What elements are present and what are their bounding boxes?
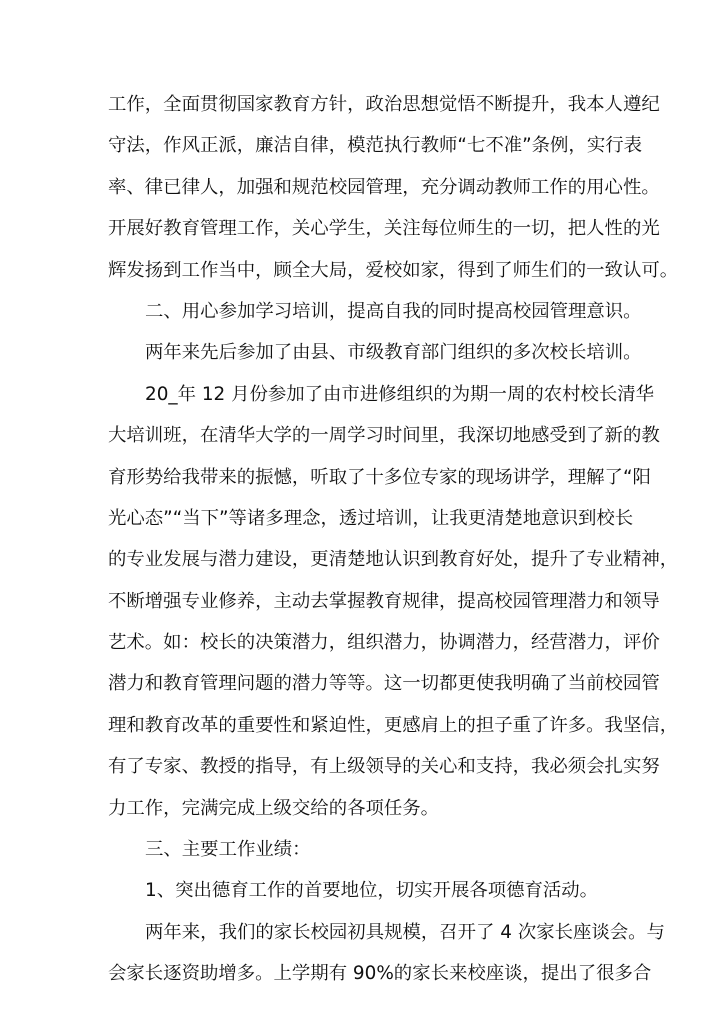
paragraph: [108, 332, 642, 373]
text-line: 辉发扬到工作当中，顾全大局，爱校如家，得到了师生们的一致认可。: [108, 259, 679, 281]
text-line: 力工作，完满完成上级交给的各项任务。: [108, 797, 440, 819]
text-line: 理和教育改革的重要性和紧迫性，更感肩上的担子重了许多。我坚信，: [108, 714, 679, 736]
text-line: 工作，全面贯彻国家教育方针，政治思想觉悟不断提升，我本人遵纪: [108, 94, 660, 115]
text-line: 三、主要工作业绩：: [145, 839, 311, 861]
text-line: 艺术。如：校长的决策潜力，组织潜力，协调潜力，经营潜力，评价: [108, 632, 660, 654]
text-line: 两年来先后参加了由县、市级教育部门组织的多次校长培训。: [145, 342, 642, 364]
text-line: 20_年 12 月份参加了由市进修组织的为期一周的农村校长清华: [145, 383, 655, 405]
text-line: 的专业发展与潜力建设，更清楚地认识到教育好处，提升了专业精神，: [108, 549, 679, 571]
text-line: 二、用心参加学习培训，提高自我的同时提高校园管理意识。: [145, 300, 642, 322]
document-body: [108, 84, 679, 995]
sub-heading: [108, 870, 615, 911]
text-line: 潜力和教育管理问题的潜力等等。这一切都更使我明确了当前校园管: [108, 673, 660, 695]
text-line: 两年来，我们的家长校园初具规模，召开了 4 次家长座谈会。与: [145, 921, 665, 943]
text-line: 大培训班，在清华大学的一周学习时间里，我深切地感受到了新的教: [108, 425, 660, 447]
paragraph: [108, 912, 665, 995]
text-line: 育形势给我带来的振憾，听取了十多位专家的现场讲学，理解了“阳: [108, 466, 651, 488]
text-line: 开展好教育管理工作，关心学生，关注每位师生的一切，把人性的光: [108, 218, 660, 240]
text-line: 守法，作风正派，廉洁自律，模范执行教师“七不准”条例，实行表: [108, 135, 642, 157]
text-line: 有了专家、教授的指导，有上级领导的关心和支持，我必须会扎实努: [108, 756, 660, 778]
text-line: 会家长逐资助增多。上学期有 90%的家长来校座谈，提出了很多合: [108, 963, 652, 985]
text-line: 率、律已律人，加强和规范校园管理，充分调动教师工作的用心性。: [108, 176, 660, 198]
paragraph: [108, 84, 679, 291]
section-heading: [108, 829, 615, 870]
paragraph: [108, 374, 679, 829]
text-line: 1、突出德育工作的首要地位，切实开展各项德育活动。: [145, 880, 599, 902]
text-line: 不断增强专业修养，主动去掌握教育规律，提高校园管理潜力和领导: [108, 590, 660, 612]
text-line: 光心态”“当下”等诸多理念，透过培训，让我更清楚地意识到校长: [108, 507, 634, 529]
section-heading: [108, 291, 642, 332]
